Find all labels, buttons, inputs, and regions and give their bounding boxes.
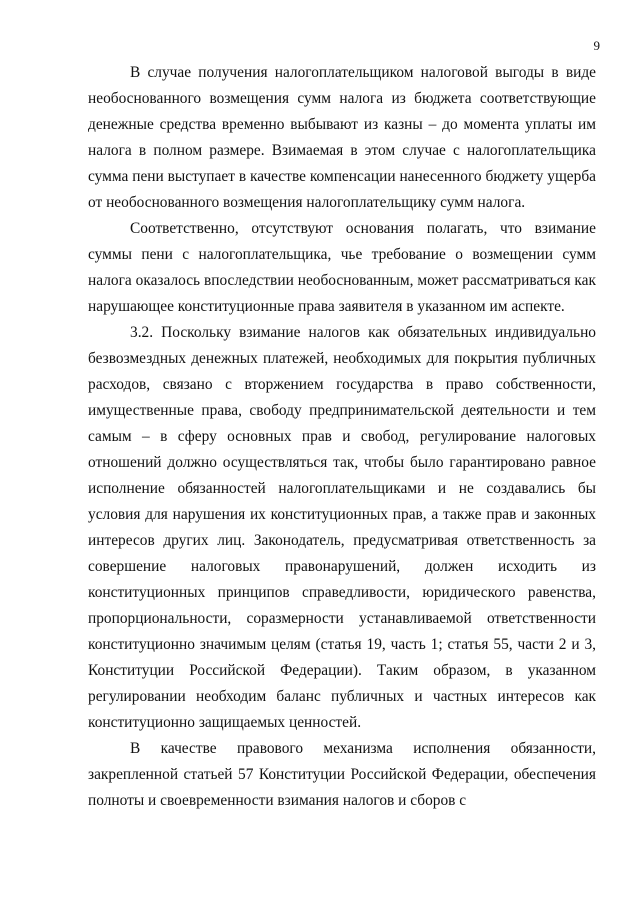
paragraph-1: В случае получения налогоплательщиком налоговой выгоды в виде необоснованного возмещения сумм налога из бюджета соответствующие денежные средства временно выбывают из казны – до момента уплаты им налога в полном размере. Взимаемая в этом случае с налогоплательщика сумма пени выступает в качестве компенсации нанесенного бюджету ущерба от необоснованного возмещения налогоплательщику сумм налога.: [88, 64, 596, 211]
paragraph-3: 3.2. Поскольку взимание налогов как обязательных индивидуально безвозмездных денежных платежей, необходимых для покрытия публичных расходов, связано с вторжением государства в право собственности, имущественные права, свободу предпринимательской деятельности и тем самым – в сферу основных прав и свобод, регулирование налоговых отношений должно осуществляться так, чтобы было гарантировано равное исполнение обязанностей налогоплательщиками и не создавались бы условия для нарушения их конституционных прав, а также прав и законных интересов других лиц. Законодатель, предусматривая ответственность за совершение налоговых правонарушений, должен исходить из конституционных принципов справедливости, юридического равенства, пропорциональности, соразмерности устанавливаемой ответственности конституционно значимым целям (статья 19, часть 1; статья 55, части 2 и 3, Конституции Российской Федерации). Таким образом, в указанном регулировании необходим баланс публичных и частных интересов как конституционно защищаемых ценностей.: [88, 324, 596, 731]
paragraph-2: Соответственно, отсутствуют основания полагать, что взимание суммы пени с налогоплательщика, чье требование о возмещении сумм налога оказалось впоследствии необоснованным, может рассматриваться как нарушающее конституционные права заявителя в указанном им аспекте.: [88, 220, 596, 315]
document-body: [88, 60, 596, 814]
page-number: 9: [593, 38, 600, 53]
paragraph-4: В качестве правового механизма исполнения обязанности, закрепленной статьей 57 Конституции Российской Федерации, обеспечения полноты и своевременности взимания налогов и сборов с: [88, 740, 596, 809]
